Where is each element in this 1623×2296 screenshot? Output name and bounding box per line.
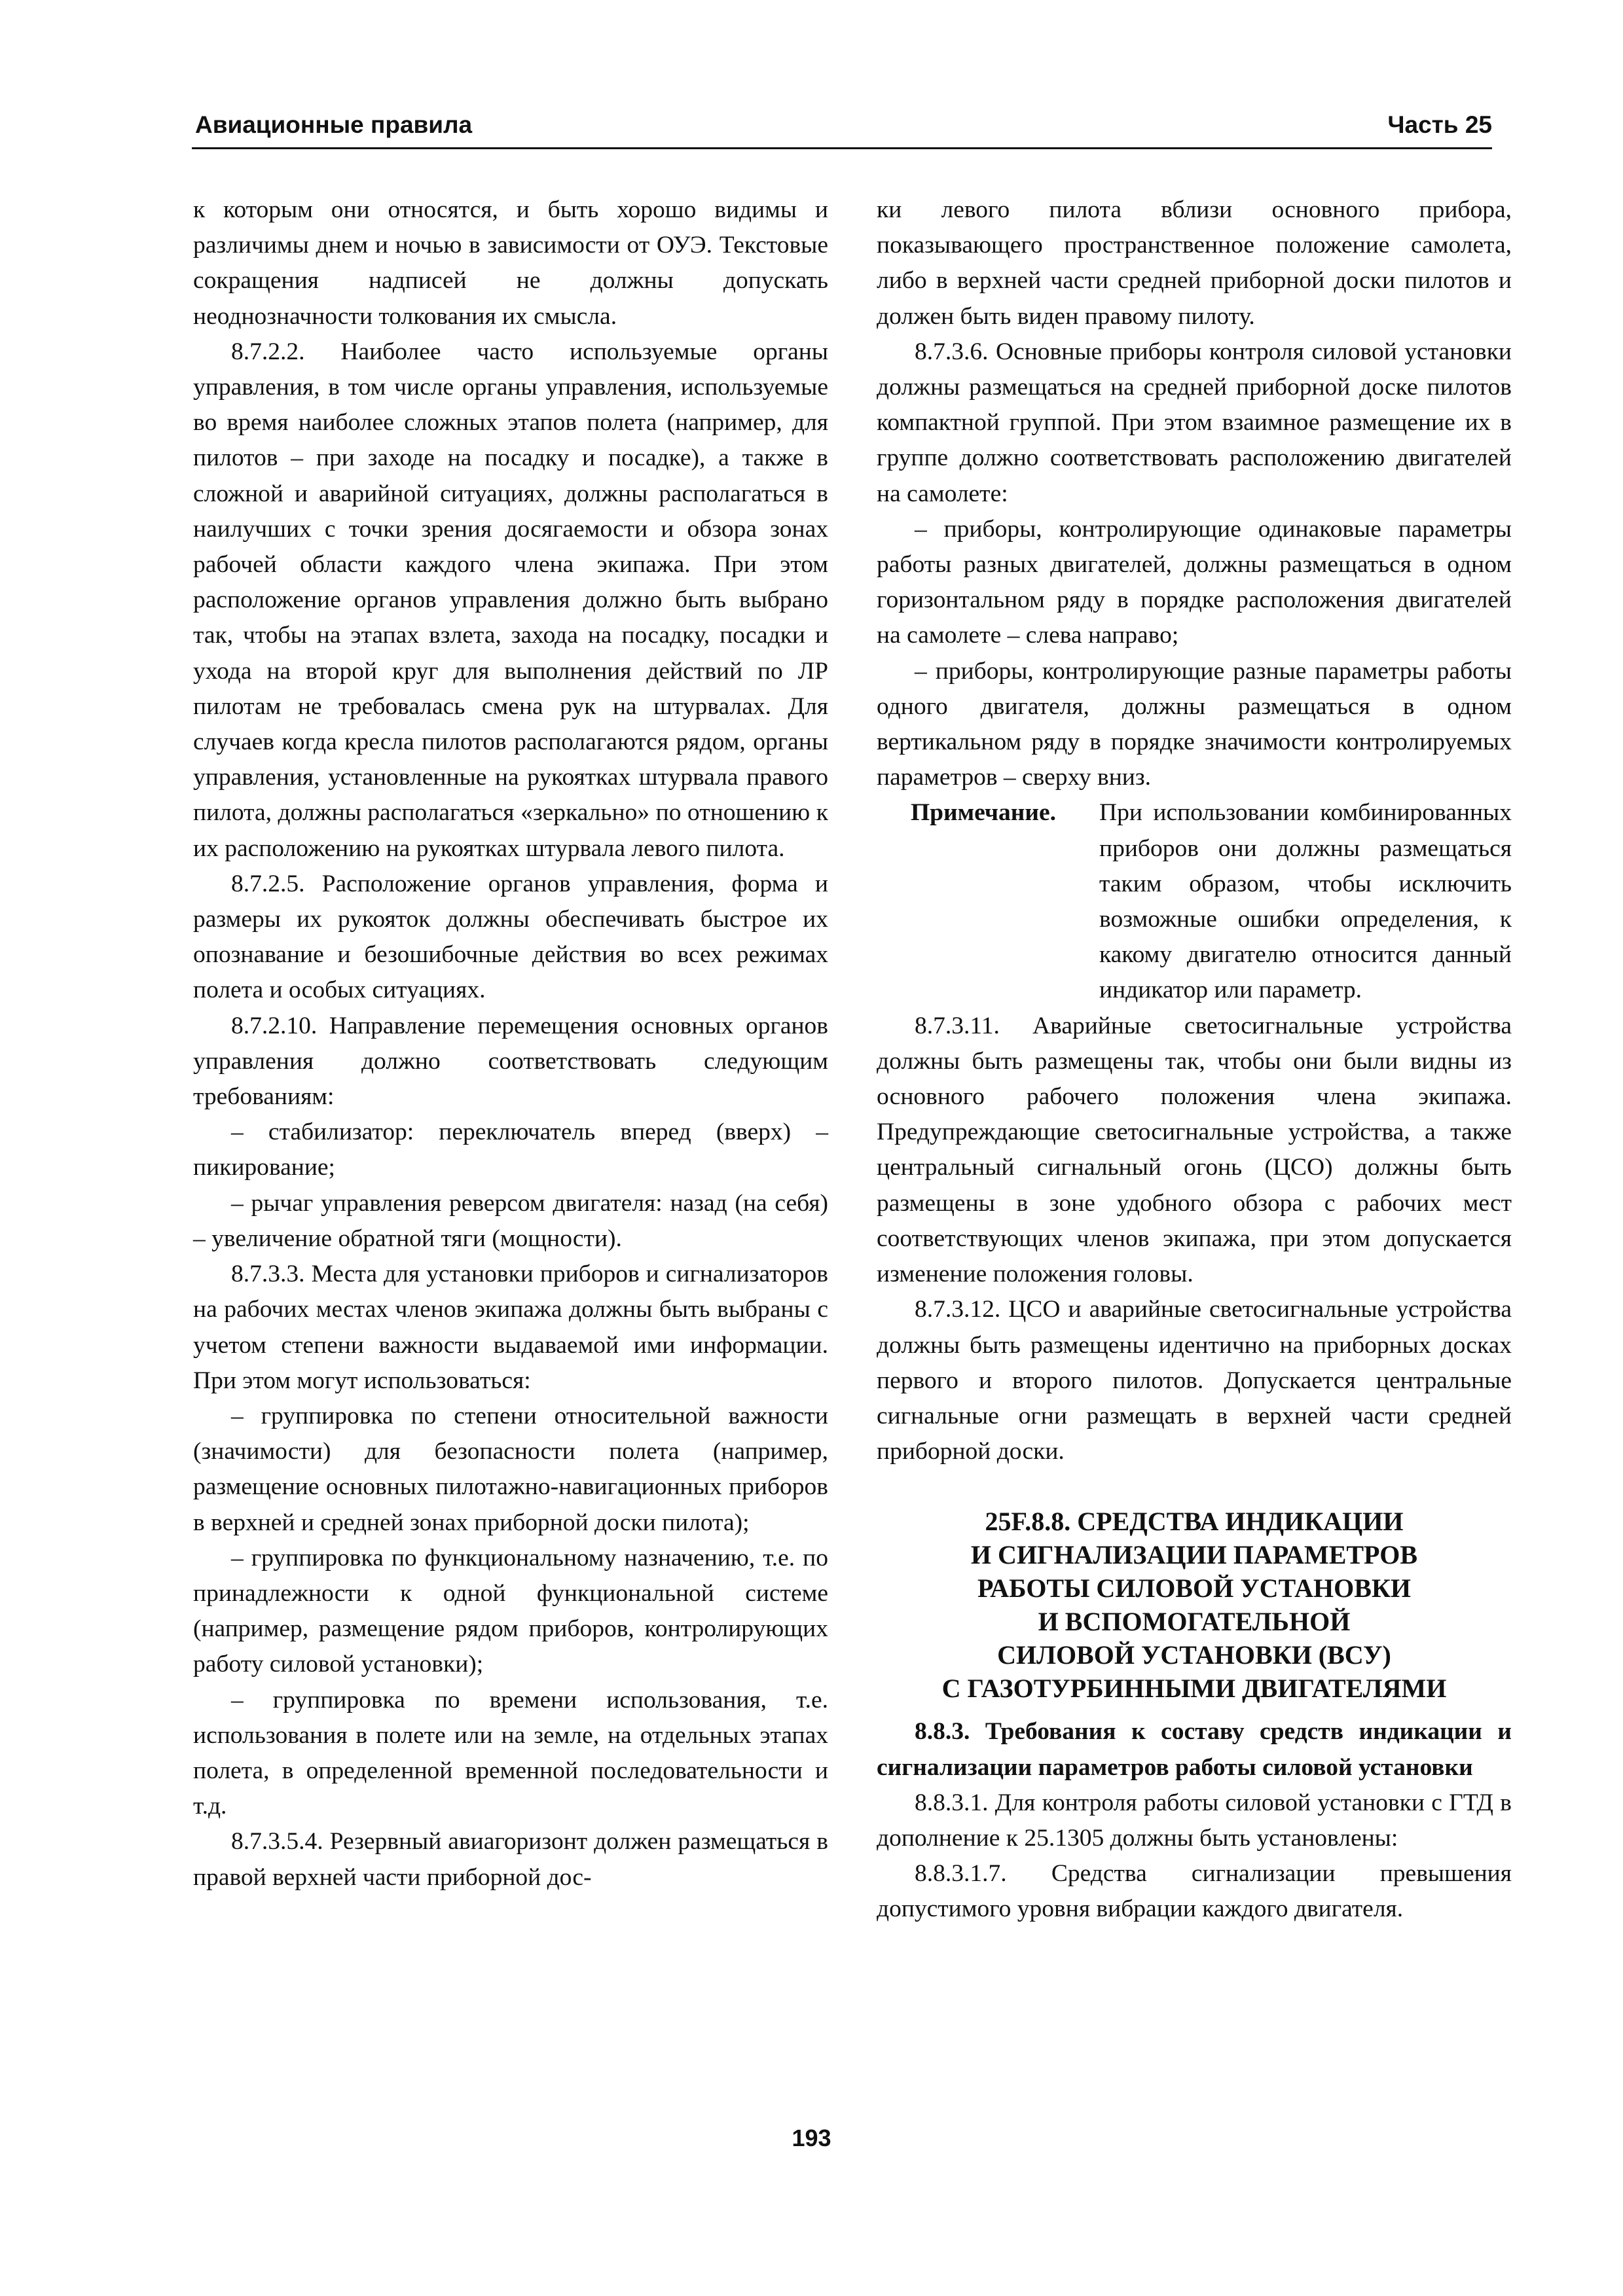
- page-number: 193: [792, 2125, 831, 2151]
- note-block: [877, 795, 1512, 1008]
- running-header-part: Часть 25: [1387, 111, 1492, 138]
- paragraph: 8.7.2.10. Направление перемещения основных органов управления должно соответствовать следующим требованиям:: [193, 1012, 828, 1111]
- paragraph: к которым они относятся, и быть хорошо видимы и различимы днем и ночью в зависимости от ОУЭ. Текстовые сокращения надписей не должны допускать неоднозначности толкования их смысла.: [193, 196, 828, 330]
- section-title-line: РАБОТЫ СИЛОВОЙ УСТАНОВКИ: [977, 1573, 1412, 1604]
- section-title: [877, 1505, 1512, 1705]
- list-item: – группировка по степени относительной важности (значимости) для безопасности полета (например, размещение основных пилотажно-навигационных приборов в верхней и средней зонах приборной доски пилота);: [193, 1402, 828, 1536]
- section-title-line: 25F.8.8. СРЕДСТВА ИНДИКАЦИИ: [985, 1507, 1404, 1537]
- paragraph: 8.7.3.12. ЦСО и аварийные светосигнальные устройства должны быть размещены идентично на приборных досках первого и второго пилотов. Допускается центральные сигнальные огни размещать в верхней части средней приборной доски.: [877, 1296, 1512, 1465]
- paragraph: 8.7.3.3. Места для установки приборов и сигнализаторов на рабочих местах членов экипажа должны быть выбраны с учетом степени важности выдаваемой ими информации. При этом могут использоваться:: [193, 1261, 828, 1394]
- list-item: – приборы, контролирующие разные параметры работы одного двигателя, должны размещаться в одном вертикальном ряду в порядке значимости контролируемых параметров – сверху вниз.: [877, 657, 1512, 791]
- left-column: [193, 192, 828, 1895]
- paragraph: 8.7.3.5.4. Резервный авиагоризонт должен размещаться в правой верхней части приборной дос-: [193, 1828, 828, 1891]
- section-title-line: СИЛОВОЙ УСТАНОВКИ (ВСУ): [997, 1640, 1391, 1670]
- paragraph: 8.8.3.1. Для контроля работы силовой установки с ГТД в дополнение к 25.1305 должны быть установлены:: [877, 1789, 1512, 1852]
- note-text: При использовании комбинированных приборов они должны размещаться таким образом, чтобы исключить возможные ошибки определения, к какому двигателю относится данный индикатор или параметр.: [1099, 799, 1512, 1004]
- section-title-line: С ГАЗОТУРБИННЫМИ ДВИГАТЕЛЯМИ: [941, 1674, 1447, 1704]
- right-column: [877, 192, 1512, 1928]
- paragraph: 8.7.3.11. Аварийные светосигнальные устройства должны быть размещены так, чтобы они были видны из основного рабочего положения члена экипажа. Предупреждающие светосигнальные устройства, а также центральный сигнальный огонь (ЦСО) должны быть размещены в зоне удобного обзора с рабочих мест соответствующих членов экипажа, при этом допускается изменение положения головы.: [877, 1012, 1512, 1288]
- list-item: – рычаг управления реверсом двигателя: назад (на себя) – увеличение обратной тяги (мощности).: [193, 1189, 828, 1252]
- list-item: – стабилизатор: переключатель вперед (вверх) – пикирование;: [193, 1119, 828, 1181]
- subsection-title: 8.8.3. Требования к составу средств индикации и сигнализации параметров работы силовой установки: [877, 1718, 1512, 1781]
- section-title-line: И ВСПОМОГАТЕЛЬНОЙ: [1038, 1607, 1351, 1637]
- paragraph: 8.7.2.2. Наиболее часто используемые органы управления, в том числе органы управления, используемые во время наиболее сложных этапов полета (например, для пилотов – при заходе на посадку и посадке), а также в сложной и аварийной ситуациях, должны располагаться в наилучших с точки зрения досягаемости и обзора зонах рабочей области каждого члена экипажа. При этом расположение органов управления должно быть выбрано так, чтобы на этапах взлета, захода на посадку, посадки и ухода на второй круг для выполнения действий по ЛР пилотам не требовалась смена рук на штурвалах. Для случаев когда кресла пилотов располагаются рядом, органы управления, установленные на рукоятках штурвала правого пилота, должны располагаться «зеркально» по отношению к их расположению на рукоятках штурвала левого пилота.: [193, 338, 828, 862]
- paragraph: 8.7.3.6. Основные приборы контроля силовой установки должны размещаться на средней приборной доске пилотов компактной группой. При этом взаимное размещение их в группе должно соответствовать расположению двигателей на самолете:: [877, 338, 1512, 507]
- running-header-title: Авиационные правила: [195, 111, 473, 138]
- paragraph: ки левого пилота вблизи основного прибора, показывающего пространственное положение самолета, либо в верхней части средней приборной доски пилотов и должен быть виден правому пилоту.: [877, 196, 1512, 330]
- note-label: Примечание.: [911, 799, 1057, 827]
- list-item: – группировка по функциональному назначению, т.е. по принадлежности к одной функциональной системе (например, размещение рядом приборов, контролирующих работу силовой установки);: [193, 1544, 828, 1678]
- list-item: – группировка по времени использования, т.е. использования в полете или на земле, на отдельных этапах полета, в определенной временной последовательности и т.д.: [193, 1686, 828, 1820]
- paragraph: 8.8.3.1.7. Средства сигнализации превышения допустимого уровня вибрации каждого двигателя.: [877, 1860, 1512, 1923]
- list-item: – приборы, контролирующие одинаковые параметры работы разных двигателей, должны размещаться в одном горизонтальном ряду в порядке расположения двигателей на самолете – слева направо;: [877, 515, 1512, 649]
- section-title-line: И СИГНАЛИЗАЦИИ ПАРАМЕТРОВ: [970, 1540, 1418, 1570]
- header-rule: [192, 147, 1492, 149]
- paragraph: 8.7.2.5. Расположение органов управления, форма и размеры их рукояток должны обеспечивать быстрое их опознавание и безошибочные действия во всех режимах полета и особых ситуациях.: [193, 870, 828, 1004]
